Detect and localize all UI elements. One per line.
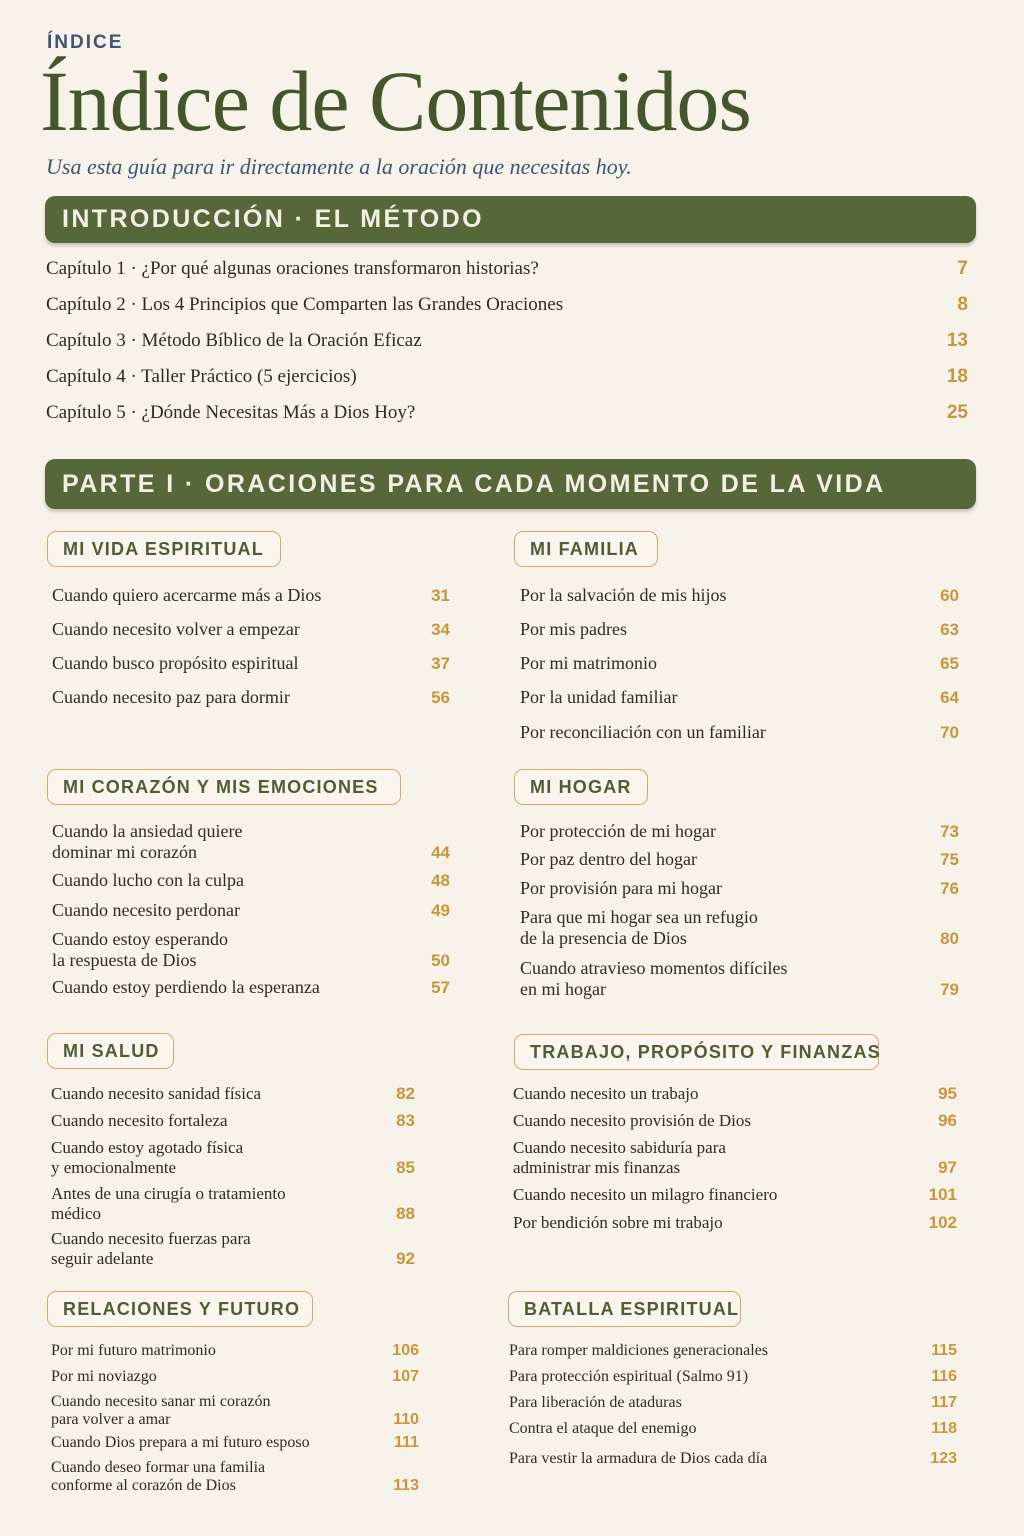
entry-title: Por la unidad familiar	[520, 687, 678, 707]
section-heading-trabajo-proposito-y-finanzas: TRABAJO, PROPÓSITO Y FINANZAS	[514, 1034, 879, 1070]
section-heading-mi-vida-espiritual: MI VIDA ESPIRITUAL	[47, 531, 281, 567]
page-number: 8	[957, 294, 968, 315]
page-number: 48	[431, 871, 450, 890]
toc-entry[interactable]	[52, 929, 450, 971]
section-heading-batalla-espiritual: BATALLA ESPIRITUAL	[508, 1291, 741, 1327]
page-number: 101	[928, 1185, 957, 1204]
toc-entry[interactable]	[51, 1368, 419, 1386]
entry-title: Cuando necesito provisión de Dios	[513, 1111, 751, 1130]
entry-title: Por mi noviazgo	[51, 1368, 157, 1385]
toc-entry[interactable]	[520, 687, 959, 708]
intro-chapter-row[interactable]	[46, 366, 968, 388]
page-number: 110	[393, 1411, 419, 1428]
entry-title: Cuando quiero acercarme más a Dios	[52, 585, 322, 605]
section-band-introduction: INTRODUCCIÓN · EL MÉTODO	[45, 196, 976, 243]
entry-title: Por mi futuro matrimonio	[51, 1342, 216, 1359]
page-number: 31	[431, 586, 450, 605]
toc-entry[interactable]	[520, 907, 959, 949]
entry-title: Cuando necesito sanidad física	[51, 1084, 262, 1103]
entry-title: Para que mi hogar sea un refugio de la presencia de Dios	[520, 907, 758, 948]
entry-title: Cuando necesito un trabajo	[513, 1084, 699, 1103]
toc-entry[interactable]	[520, 722, 959, 743]
entry-title: Para vestir la armadura de Dios cada día	[509, 1450, 768, 1467]
entry-title: Cuando busco propósito espiritual	[52, 653, 299, 673]
toc-entry[interactable]	[520, 585, 959, 606]
chapter-title: Capítulo 5 · ¿Dónde Necesitas Más a Dios Hoy?	[46, 402, 416, 423]
page-number: 60	[940, 586, 959, 605]
entry-title: Cuando deseo formar una familia conforme al corazón de Dios	[51, 1459, 266, 1494]
page-number: 44	[431, 843, 450, 862]
page-number: 106	[392, 1342, 419, 1359]
toc-entry[interactable]	[509, 1368, 957, 1386]
page-subtitle: Usa esta guía para ir directamente a la oración que necesitas hoy.	[46, 154, 632, 179]
entry-title: Por bendición sobre mi trabajo	[513, 1213, 723, 1232]
toc-entry[interactable]	[520, 653, 959, 674]
entry-title: Para romper maldiciones generacionales	[509, 1342, 768, 1359]
page-number: 65	[940, 654, 959, 673]
chapter-title: Capítulo 1 · ¿Por qué algunas oraciones transformaron historias?	[46, 258, 539, 279]
toc-entry[interactable]	[52, 821, 450, 863]
intro-chapter-row[interactable]	[46, 258, 968, 280]
entry-title: Cuando necesito paz para dormir	[52, 687, 290, 707]
page-number: 34	[431, 620, 450, 639]
toc-entry[interactable]	[51, 1084, 415, 1104]
chapter-title: Capítulo 4 · Taller Práctico (5 ejercicios)	[46, 366, 357, 387]
page-number: 25	[946, 402, 968, 423]
page-number: 75	[940, 850, 959, 869]
entry-title: Por la salvación de mis hijos	[520, 585, 727, 605]
page-number: 7	[957, 258, 968, 279]
page-number: 18	[946, 366, 968, 387]
toc-entry[interactable]	[51, 1138, 415, 1178]
page-number: 85	[396, 1158, 415, 1177]
page-number: 73	[940, 822, 959, 841]
toc-entry[interactable]	[509, 1342, 957, 1360]
page-number: 117	[931, 1394, 957, 1411]
toc-entry[interactable]	[52, 870, 450, 891]
toc-entry[interactable]	[520, 849, 959, 870]
entry-title: Cuando lucho con la culpa	[52, 870, 244, 890]
toc-entry[interactable]	[51, 1229, 415, 1269]
page-number: 102	[928, 1213, 957, 1232]
page-number: 57	[431, 978, 450, 997]
entry-title: Cuando atravieso momentos difíciles en mi hogar	[520, 958, 788, 999]
entry-title: Cuando estoy agotado física y emocionalmente	[51, 1138, 244, 1177]
toc-entry[interactable]	[51, 1184, 415, 1224]
section-heading-relaciones-y-futuro: RELACIONES Y FUTURO	[47, 1291, 313, 1327]
page-number: 64	[940, 688, 959, 707]
page-number: 113	[393, 1477, 419, 1494]
toc-entry[interactable]	[51, 1459, 419, 1495]
section-heading-mi-familia: MI FAMILIA	[514, 531, 658, 567]
entry-title: Cuando necesito fuerzas para seguir adelante	[51, 1229, 251, 1268]
entry-title: Para liberación de ataduras	[509, 1394, 682, 1411]
page-number: 92	[396, 1249, 415, 1268]
toc-entry[interactable]	[520, 821, 959, 842]
page-number: 49	[431, 901, 450, 920]
entry-title: Cuando estoy esperando la respuesta de Dios	[52, 929, 228, 970]
toc-entry[interactable]	[509, 1420, 957, 1438]
page-number: 107	[392, 1368, 419, 1385]
eyebrow-label: ÍNDICE	[47, 32, 124, 53]
toc-entry[interactable]	[513, 1213, 957, 1233]
toc-entry[interactable]	[51, 1434, 419, 1452]
chapter-title: Capítulo 2 · Los 4 Principios que Comparten las Grandes Oraciones	[46, 294, 564, 315]
entry-title: Contra el ataque del enemigo	[509, 1420, 697, 1437]
page-number: 79	[940, 980, 959, 999]
page-number: 50	[431, 951, 450, 970]
intro-chapter-row[interactable]	[46, 402, 968, 424]
page-number: 97	[938, 1158, 957, 1177]
page-title: Índice de Contenidos	[40, 53, 751, 149]
entry-title: Cuando estoy perdiendo la esperanza	[52, 977, 320, 997]
page-number: 37	[431, 654, 450, 673]
page-number: 80	[940, 929, 959, 948]
toc-entry[interactable]	[509, 1394, 957, 1412]
page-number: 116	[931, 1368, 957, 1385]
toc-entry[interactable]	[52, 900, 450, 921]
toc-entry[interactable]	[513, 1084, 957, 1104]
page-number: 115	[931, 1342, 957, 1359]
entry-title: Cuando necesito sabiduría para administrar mis finanzas	[513, 1138, 726, 1177]
toc-entry[interactable]	[513, 1111, 957, 1131]
entry-title: Por mis padres	[520, 619, 627, 639]
page-number: 95	[938, 1084, 957, 1103]
toc-entry[interactable]	[52, 585, 450, 606]
page-number: 63	[940, 620, 959, 639]
page-number: 13	[946, 330, 968, 351]
entry-title: Cuando necesito volver a empezar	[52, 619, 300, 639]
page-number: 56	[431, 688, 450, 707]
entry-title: Antes de una cirugía o tratamiento médico	[51, 1184, 286, 1223]
toc-entry[interactable]	[51, 1111, 415, 1131]
toc-entry[interactable]	[513, 1138, 957, 1178]
toc-entry[interactable]	[513, 1185, 957, 1205]
toc-entry[interactable]	[51, 1342, 419, 1360]
entry-title: Cuando necesito perdonar	[52, 900, 240, 920]
entry-title: Cuando Dios prepara a mi futuro esposo	[51, 1434, 310, 1451]
entry-title: Por paz dentro del hogar	[520, 849, 697, 869]
page-number: 123	[930, 1450, 957, 1467]
entry-title: Por protección de mi hogar	[520, 821, 716, 841]
toc-entry[interactable]	[52, 977, 450, 998]
intro-chapter-row[interactable]	[46, 294, 968, 316]
toc-entry[interactable]	[52, 653, 450, 674]
intro-chapter-row[interactable]	[46, 330, 968, 352]
section-heading-mi-salud: MI SALUD	[47, 1033, 174, 1069]
entry-title: Cuando la ansiedad quiere dominar mi corazón	[52, 821, 243, 862]
entry-title: Para protección espiritual (Salmo 91)	[509, 1368, 749, 1385]
page-number: 88	[396, 1204, 415, 1223]
page-number: 118	[931, 1420, 957, 1437]
toc-entry[interactable]	[520, 958, 959, 1000]
entry-title: Cuando necesito fortaleza	[51, 1111, 228, 1130]
toc-entry[interactable]	[520, 619, 959, 640]
toc-entry[interactable]	[520, 878, 959, 899]
chapter-title: Capítulo 3 · Método Bíblico de la Oración Eficaz	[46, 330, 422, 351]
section-heading-mi-hogar: MI HOGAR	[514, 769, 648, 805]
section-heading-mi-corazon-y-mis-emociones: MI CORAZÓN Y MIS EMOCIONES	[47, 769, 401, 805]
toc-entry[interactable]	[51, 1393, 419, 1429]
page-number: 96	[938, 1111, 957, 1130]
entry-title: Cuando necesito sanar mi corazón para volver a amar	[51, 1393, 271, 1428]
page-number: 76	[940, 879, 959, 898]
page-number: 82	[396, 1084, 415, 1103]
toc-entry[interactable]	[52, 687, 450, 708]
section-band-part-one: PARTE I · ORACIONES PARA CADA MOMENTO DE LA VIDA	[45, 459, 976, 509]
entry-title: Por mi matrimonio	[520, 653, 657, 673]
entry-title: Por provisión para mi hogar	[520, 878, 722, 898]
entry-title: Por reconciliación con un familiar	[520, 722, 766, 742]
entry-title: Cuando necesito un milagro financiero	[513, 1185, 778, 1204]
toc-entry[interactable]	[509, 1450, 957, 1468]
page-number: 83	[396, 1111, 415, 1130]
page-number: 70	[940, 723, 959, 742]
page-number: 111	[394, 1434, 419, 1451]
toc-entry[interactable]	[52, 619, 450, 640]
